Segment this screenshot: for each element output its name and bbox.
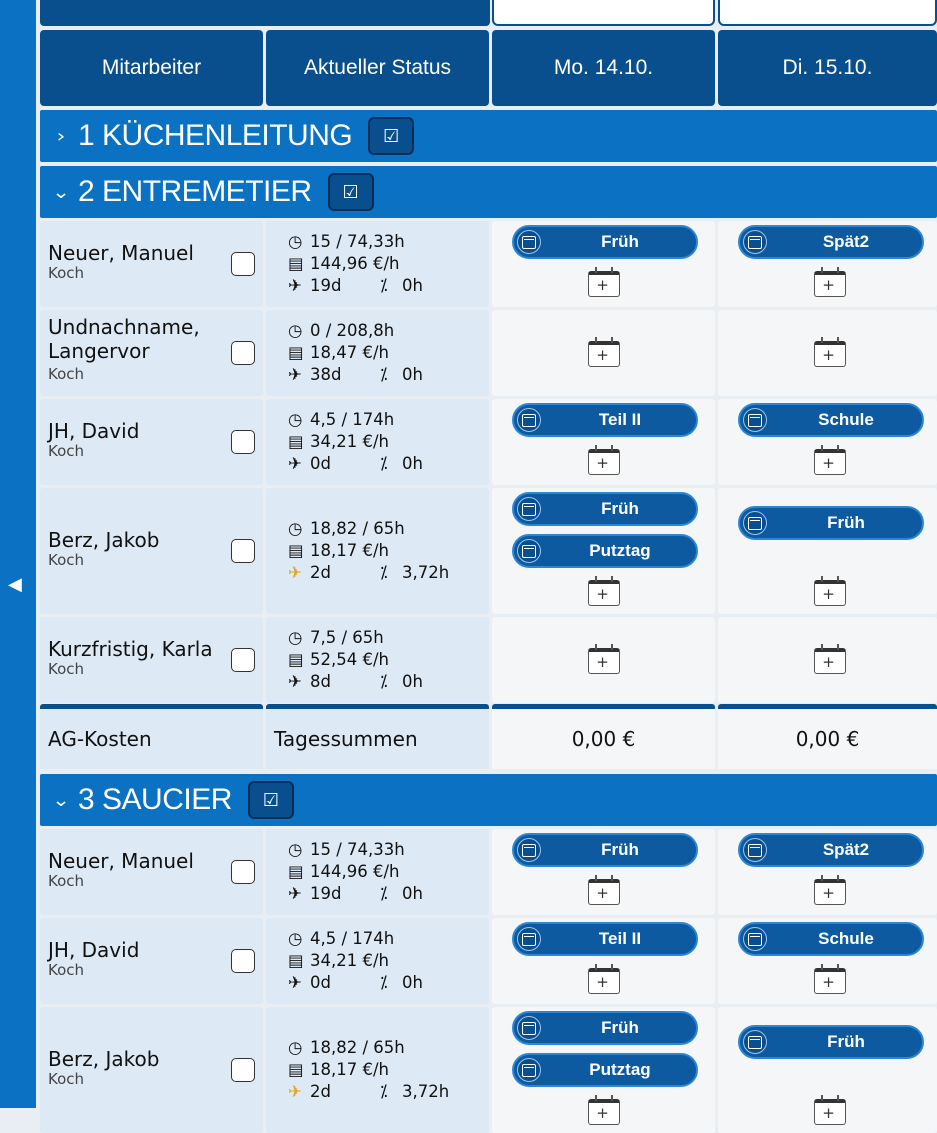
header-employee[interactable]: Mitarbeiter [40,30,263,106]
shift-label: Schule [818,410,874,429]
vacation-value: 19d [310,884,342,903]
add-shift-button[interactable] [588,337,620,369]
group-title: 1 KÜCHENLEITUNG [78,119,353,152]
vacation-line [288,972,423,994]
day-cell[interactable] [492,1007,715,1133]
top-toolbar-box-2[interactable] [718,0,937,26]
calendar-icon [517,1016,541,1040]
plane-icon: ✈ [288,672,302,691]
employee-checkbox[interactable] [231,539,255,563]
shift-label: Spät2 [822,840,870,859]
overtime-icon: ⁒ [380,1082,388,1101]
wage-value: 52,54 €/h [310,650,389,669]
hours-value: 15 / 74,33h [310,840,405,859]
overtime-icon: ⁒ [380,563,388,582]
chevron-icon[interactable]: › [56,125,66,147]
summary-label: AG-Kosten [40,709,263,769]
shift-label: Früh [827,513,865,532]
overtime-line [380,275,423,297]
shift-pill[interactable] [738,506,924,540]
employee-checkbox[interactable] [231,648,255,672]
employee-checkbox[interactable] [231,1058,255,1082]
shift-pill[interactable] [512,492,698,526]
add-shift-button[interactable] [588,644,620,676]
plus-icon: + [822,276,835,294]
overtime-value: 0h [402,973,423,992]
status-cell [266,399,489,485]
day-cell[interactable] [718,221,937,307]
overtime-value: 0h [402,276,423,295]
shift-label: Teil II [598,410,642,429]
wage-value: 18,47 €/h [310,343,389,362]
calendar-icon [517,408,541,432]
add-shift-button[interactable] [814,576,846,608]
shift-label: Früh [601,840,639,859]
wage-line [288,649,389,671]
add-shift-button[interactable] [814,644,846,676]
overtime-icon: ⁒ [380,973,388,992]
hours-value: 18,82 / 65h [310,519,405,538]
status-cell [266,829,489,915]
status-cell [266,617,489,703]
hours-line [288,409,394,431]
wage-line [288,1059,389,1081]
employee-name[interactable]: Neuer, Manuel [48,849,194,873]
wage-icon: ▤ [288,254,304,273]
employee-cell[interactable] [40,399,263,485]
employee-name[interactable]: JH, David [48,938,140,962]
check-square-icon[interactable]: ☑ [248,781,294,819]
employee-cell[interactable] [40,829,263,915]
vacation-value: 2d [310,1082,331,1101]
shift-label: Spät2 [822,232,870,251]
overtime-icon: ⁒ [380,276,388,295]
hours-line [288,627,384,649]
calendar-icon [517,927,541,951]
plus-icon: + [596,1104,609,1122]
day-cell[interactable] [492,488,715,614]
hours-line [288,928,394,950]
overtime-value: 0h [402,884,423,903]
employee-cell[interactable] [40,918,263,1004]
overtime-value: 0h [402,454,423,473]
plus-icon: + [822,884,835,902]
add-shift-button[interactable] [814,267,846,299]
hours-value: 15 / 74,33h [310,232,405,251]
add-shift-button[interactable] [588,964,620,996]
clock-icon: ◷ [288,628,303,647]
plus-icon: + [596,585,609,603]
clock-icon: ◷ [288,410,303,429]
top-toolbar-box-1[interactable] [492,0,715,26]
vacation-line [288,671,423,693]
hours-value: 7,5 / 65h [310,628,384,647]
status-cell [266,1007,489,1133]
vacation-line [288,453,423,475]
overtime-icon: ⁒ [380,884,388,903]
plus-icon: + [596,884,609,902]
top-toolbar-dark [40,0,490,26]
employee-role: Koch [48,872,85,890]
employee-cell[interactable] [40,221,263,307]
hours-value: 4,5 / 174h [310,929,395,948]
group-title: 2 ENTREMETIER [78,175,312,208]
day-cell[interactable] [492,829,715,915]
employee-checkbox[interactable] [231,860,255,884]
shift-pill[interactable] [512,403,698,437]
wage-icon: ▤ [288,951,304,970]
plus-icon: + [596,276,609,294]
wage-value: 18,17 €/h [310,1060,389,1079]
employee-cell[interactable] [40,617,263,703]
vacation-value: 38d [310,365,342,384]
calendar-icon [517,230,541,254]
plus-icon: + [596,973,609,991]
calendar-icon [517,539,541,563]
left-sidebar [0,0,36,1108]
employee-role: Koch [48,660,85,678]
overtime-line [380,453,423,475]
wage-icon: ▤ [288,1060,304,1079]
shift-pill[interactable] [512,1011,698,1045]
calendar-icon [517,838,541,862]
add-shift-button[interactable] [814,445,846,477]
vacation-line [288,364,423,386]
overtime-value: 0h [402,672,423,691]
day-cell[interactable] [718,1007,937,1133]
wage-line [288,431,389,453]
plus-icon: + [822,454,835,472]
hours-value: 18,82 / 65h [310,1038,405,1057]
wage-icon: ▤ [288,343,304,362]
overtime-value: 3,72h [402,1082,450,1101]
shift-pill[interactable] [738,225,924,259]
wage-line [288,253,400,275]
day-cell[interactable] [492,918,715,1004]
check-square-icon[interactable]: ☑ [328,173,374,211]
day-cell[interactable] [718,829,937,915]
shift-label: Früh [827,1032,865,1051]
wage-line [288,342,389,364]
add-shift-button[interactable] [588,267,620,299]
shift-label: Schule [818,929,874,948]
add-shift-button[interactable] [588,445,620,477]
overtime-value: 0h [402,365,423,384]
add-shift-button[interactable] [814,1095,846,1127]
plus-icon: + [822,585,835,603]
vacation-value: 19d [310,276,342,295]
plane-icon: ✈ [288,276,302,295]
shift-label: Putztag [589,1060,651,1079]
check-square-icon[interactable]: ☑ [368,117,414,155]
plus-icon: + [596,454,609,472]
day-cell[interactable] [718,617,937,703]
plane-icon: ✈ [288,454,302,473]
wage-line [288,861,400,883]
overtime-line [380,562,449,584]
group-title: 3 SAUCIER [78,783,232,816]
summary-sublabel: Tagessummen [266,709,489,769]
vacation-line [288,275,423,297]
shift-label: Teil II [598,929,642,948]
hours-line [288,839,405,861]
summary-day-2: 0,00 € [718,709,937,769]
clock-icon: ◷ [288,840,303,859]
status-cell [266,310,489,396]
shift-label: Putztag [589,541,651,560]
day-cell[interactable] [492,399,715,485]
plus-icon: + [822,346,835,364]
wage-value: 144,96 €/h [310,254,400,273]
calendar-icon [743,1030,767,1054]
clock-icon: ◷ [288,1038,303,1057]
wage-line [288,540,389,562]
status-cell [266,918,489,1004]
wage-line [288,950,389,972]
shift-pill[interactable] [512,833,698,867]
employee-role: Koch [48,551,85,569]
employee-checkbox[interactable] [231,430,255,454]
hours-line [288,231,405,253]
employee-role: Koch [48,1070,85,1088]
overtime-line [380,671,423,693]
plane-icon: ✈ [288,1082,302,1101]
shift-pill[interactable] [738,1025,924,1059]
employee-cell[interactable] [40,310,263,396]
wage-value: 34,21 €/h [310,432,389,451]
plus-icon: + [822,1104,835,1122]
vacation-line [288,562,450,584]
hours-value: 4,5 / 174h [310,410,395,429]
overtime-line [380,1081,449,1103]
employee-role: Koch [48,442,85,460]
vacation-line [288,883,423,905]
clock-icon: ◷ [288,929,303,948]
group-header[interactable] [40,166,937,218]
calendar-icon [743,408,767,432]
hours-line [288,518,405,540]
vacation-value: 8d [310,672,331,691]
vacation-line [288,1081,450,1103]
add-shift-button[interactable] [814,875,846,907]
hours-line [288,320,394,342]
group-header[interactable] [40,110,937,162]
plus-icon: + [596,346,609,364]
employee-role: Koch [48,264,85,282]
employee-name[interactable]: Undnachname, [48,315,200,339]
day-cell[interactable] [492,310,715,396]
wage-icon: ▤ [288,432,304,451]
hours-line [288,1037,405,1059]
vacation-value: 2d [310,563,331,582]
hours-value: 0 / 208,8h [310,321,395,340]
plane-icon: ✈ [288,365,302,384]
clock-icon: ◷ [288,321,303,340]
overtime-line [380,364,423,386]
header-status[interactable]: Aktueller Status [266,30,489,106]
calendar-icon [517,497,541,521]
plus-icon: + [596,653,609,671]
wage-icon: ▤ [288,650,304,669]
employee-name[interactable]: Neuer, Manuel [48,241,194,265]
overtime-icon: ⁒ [380,365,388,384]
shift-pill[interactable] [738,403,924,437]
plane-icon: ✈ [288,563,302,582]
calendar-icon [743,838,767,862]
chevron-icon[interactable]: ⌄ [51,789,71,811]
day-cell[interactable] [718,488,937,614]
add-shift-button[interactable] [588,576,620,608]
wage-value: 18,17 €/h [310,541,389,560]
day-cell[interactable] [718,310,937,396]
schedule-main [38,0,937,1122]
group-header[interactable] [40,774,937,826]
plus-icon: + [822,973,835,991]
add-shift-button[interactable] [588,1095,620,1127]
shift-pill[interactable] [512,225,698,259]
header-day-2[interactable]: Di. 15.10. [718,30,937,106]
vacation-value: 0d [310,454,331,473]
chevron-icon[interactable]: ⌄ [51,181,71,203]
day-cell[interactable] [718,918,937,1004]
employee-cell[interactable] [40,488,263,614]
status-cell [266,221,489,307]
overtime-icon: ⁒ [380,672,388,691]
shift-pill[interactable] [738,922,924,956]
shift-pill[interactable] [738,833,924,867]
add-shift-button[interactable] [814,337,846,369]
collapse-left-icon[interactable]: ◀ [8,574,22,595]
wage-value: 144,96 €/h [310,862,400,881]
add-shift-button[interactable] [588,875,620,907]
calendar-icon [743,511,767,535]
overtime-value: 3,72h [402,563,450,582]
employee-checkbox[interactable] [231,949,255,973]
overtime-line [380,972,423,994]
day-cell[interactable] [492,221,715,307]
shift-label: Früh [601,232,639,251]
plus-icon: + [822,653,835,671]
wage-icon: ▤ [288,541,304,560]
clock-icon: ◷ [288,232,303,251]
calendar-icon [743,927,767,951]
plane-icon: ✈ [288,884,302,903]
plane-icon: ✈ [288,973,302,992]
vacation-value: 0d [310,973,331,992]
shift-pill[interactable] [512,922,698,956]
shift-label: Früh [601,1018,639,1037]
shift-label: Früh [601,499,639,518]
employee-name[interactable]: Berz, Jakob [48,528,160,552]
add-shift-button[interactable] [814,964,846,996]
shift-pill[interactable] [512,534,698,568]
shift-pill[interactable] [512,1053,698,1087]
day-cell[interactable] [492,617,715,703]
overtime-line [380,883,423,905]
employee-role: Koch [48,365,85,383]
employee-role: Koch [48,961,85,979]
wage-value: 34,21 €/h [310,951,389,970]
header-day-1[interactable]: Mo. 14.10. [492,30,715,106]
employee-cell[interactable] [40,1007,263,1133]
employee-name[interactable]: JH, David [48,419,140,443]
clock-icon: ◷ [288,519,303,538]
employee-name[interactable]: Kurzfristig, Karla [48,637,213,661]
calendar-icon [517,1058,541,1082]
calendar-icon [743,230,767,254]
summary-day-1: 0,00 € [492,709,715,769]
status-cell [266,488,489,614]
employee-checkbox[interactable] [231,341,255,365]
day-cell[interactable] [718,399,937,485]
employee-checkbox[interactable] [231,252,255,276]
employee-name-line2[interactable]: Langervor [48,339,150,363]
wage-icon: ▤ [288,862,304,881]
overtime-icon: ⁒ [380,454,388,473]
employee-name[interactable]: Berz, Jakob [48,1047,160,1071]
